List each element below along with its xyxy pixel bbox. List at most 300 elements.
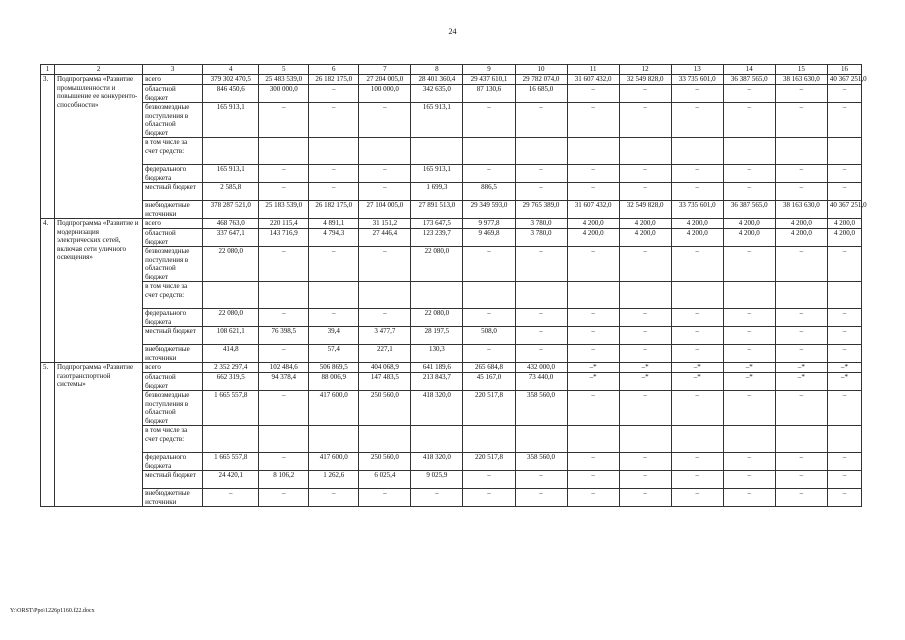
value-cell: 404 068,9 xyxy=(359,363,411,373)
value-cell: 886,5 xyxy=(463,183,515,201)
value-cell: 38 163 630,0 xyxy=(775,201,827,219)
value-cell: 1 262,6 xyxy=(309,471,359,489)
value-cell: – xyxy=(827,165,861,183)
table-row xyxy=(41,426,862,453)
value-cell: – xyxy=(619,103,671,138)
value-cell: – xyxy=(827,309,861,327)
value-cell: 22 080,0 xyxy=(411,309,463,327)
value-cell: – xyxy=(827,471,861,489)
value-cell: – xyxy=(671,453,723,471)
column-header: 11 xyxy=(567,65,619,75)
value-cell: 8 106,2 xyxy=(259,471,309,489)
funding-source-label: федерального бюджета xyxy=(143,453,203,471)
value-cell: 468 763,0 xyxy=(203,219,259,229)
value-cell: 508,0 xyxy=(463,327,515,345)
table-row xyxy=(41,103,862,138)
value-cell: 220 517,8 xyxy=(463,453,515,471)
value-cell: 39,4 xyxy=(309,327,359,345)
value-cell xyxy=(203,426,259,453)
value-cell xyxy=(463,138,515,165)
value-cell: – xyxy=(567,327,619,345)
value-cell xyxy=(775,138,827,165)
value-cell: 506 869,5 xyxy=(309,363,359,373)
value-cell: – xyxy=(463,489,515,507)
table-row xyxy=(41,85,862,103)
value-cell xyxy=(619,426,671,453)
value-cell: – xyxy=(775,85,827,103)
column-header: 2 xyxy=(55,65,143,75)
value-cell: 4 200,0 xyxy=(619,229,671,247)
value-cell: – xyxy=(309,183,359,201)
value-cell xyxy=(515,426,567,453)
value-cell: – xyxy=(359,183,411,201)
value-cell: 3 780,0 xyxy=(515,229,567,247)
value-cell: – xyxy=(359,103,411,138)
value-cell: 123 239,7 xyxy=(411,229,463,247)
value-cell: – xyxy=(723,453,775,471)
value-cell xyxy=(411,138,463,165)
value-cell: 36 387 565,0 xyxy=(723,75,775,85)
value-cell xyxy=(723,426,775,453)
funding-source-label: федерального бюджета xyxy=(143,165,203,183)
value-cell xyxy=(411,282,463,309)
value-cell: 4 200,0 xyxy=(827,229,861,247)
value-cell: 165 913,1 xyxy=(411,165,463,183)
value-cell: 417 600,0 xyxy=(309,453,359,471)
value-cell xyxy=(827,426,861,453)
value-cell: – xyxy=(671,103,723,138)
value-cell: – xyxy=(515,247,567,282)
column-header: 10 xyxy=(515,65,567,75)
value-cell: 250 560,0 xyxy=(359,391,411,426)
value-cell xyxy=(567,282,619,309)
value-cell: –* xyxy=(619,373,671,391)
value-cell: – xyxy=(567,309,619,327)
value-cell: – xyxy=(567,345,619,363)
value-cell: – xyxy=(671,345,723,363)
value-cell: 31 607 432,0 xyxy=(567,75,619,85)
value-cell: 33 735 601,0 xyxy=(671,75,723,85)
section-number: 3. xyxy=(41,75,55,219)
program-name: Подпрограмма «Развитие промышленности и повышение ее конкуренто-способности» xyxy=(55,75,143,219)
funding-source-label: безвозмездные поступления в областной бюджет xyxy=(143,103,203,138)
value-cell xyxy=(515,138,567,165)
value-cell xyxy=(463,282,515,309)
value-cell: – xyxy=(259,309,309,327)
value-cell: 40 367 251,0 xyxy=(827,75,861,85)
value-cell: – xyxy=(515,471,567,489)
value-cell: – xyxy=(827,247,861,282)
value-cell: 337 647,1 xyxy=(203,229,259,247)
table-row xyxy=(41,345,862,363)
value-cell: – xyxy=(309,489,359,507)
column-header: 7 xyxy=(359,65,411,75)
value-cell: 88 006,9 xyxy=(309,373,359,391)
value-cell xyxy=(259,426,309,453)
footer-path: Y:\ORST\Ppo\1226p1160.f22.docx xyxy=(10,608,95,614)
value-cell: – xyxy=(259,453,309,471)
value-cell: 220 517,8 xyxy=(463,391,515,426)
value-cell: 29 765 389,0 xyxy=(515,201,567,219)
value-cell: – xyxy=(775,103,827,138)
value-cell: 32 549 828,0 xyxy=(619,201,671,219)
value-cell: – xyxy=(671,247,723,282)
value-cell: 213 843,7 xyxy=(411,373,463,391)
value-cell: 300 000,0 xyxy=(259,85,309,103)
funding-source-label: областной бюджет xyxy=(143,85,203,103)
value-cell: 165 913,1 xyxy=(411,103,463,138)
value-cell: – xyxy=(359,165,411,183)
value-cell: 432 000,0 xyxy=(515,363,567,373)
value-cell: – xyxy=(827,489,861,507)
value-cell: 22 080,0 xyxy=(203,309,259,327)
funding-source-label: всего xyxy=(143,219,203,229)
value-cell: – xyxy=(259,345,309,363)
value-cell: – xyxy=(619,471,671,489)
funding-source-label: всего xyxy=(143,75,203,85)
value-cell: 4 200,0 xyxy=(671,229,723,247)
value-cell: – xyxy=(723,391,775,426)
value-cell: 38 163 630,0 xyxy=(775,75,827,85)
value-cell: 1 665 557,8 xyxy=(203,453,259,471)
value-cell: – xyxy=(259,183,309,201)
value-cell xyxy=(671,282,723,309)
table-row xyxy=(41,453,862,471)
table-row xyxy=(41,138,862,165)
program-name: Подпрограмма «Развитие газотранспортной системы» xyxy=(55,363,143,507)
value-cell: 26 182 175,0 xyxy=(309,75,359,85)
value-cell: 846 450,6 xyxy=(203,85,259,103)
value-cell: 3 477,7 xyxy=(359,327,411,345)
value-cell: – xyxy=(671,85,723,103)
value-cell xyxy=(359,282,411,309)
funding-source-label: областной бюджет xyxy=(143,373,203,391)
value-cell: – xyxy=(723,345,775,363)
table-row xyxy=(41,229,862,247)
value-cell: – xyxy=(463,309,515,327)
value-cell: 27 204 005,0 xyxy=(359,75,411,85)
value-cell: – xyxy=(827,85,861,103)
value-cell: 358 560,0 xyxy=(515,453,567,471)
value-cell: – xyxy=(567,85,619,103)
value-cell xyxy=(775,282,827,309)
value-cell: –* xyxy=(827,373,861,391)
value-cell: – xyxy=(827,183,861,201)
table-row xyxy=(41,327,862,345)
column-header: 1 xyxy=(41,65,55,75)
value-cell: 102 484,6 xyxy=(259,363,309,373)
value-cell: 147 483,5 xyxy=(359,373,411,391)
value-cell: 100 000,0 xyxy=(359,85,411,103)
value-cell: – xyxy=(463,247,515,282)
value-cell xyxy=(309,282,359,309)
value-cell: 1 699,3 xyxy=(411,183,463,201)
value-cell: – xyxy=(827,391,861,426)
value-cell: – xyxy=(619,327,671,345)
value-cell xyxy=(723,138,775,165)
value-cell: – xyxy=(723,165,775,183)
value-cell: – xyxy=(619,85,671,103)
value-cell: 25 483 539,0 xyxy=(259,75,309,85)
value-cell: 26 182 175,0 xyxy=(309,201,359,219)
table-row xyxy=(41,471,862,489)
funding-source-label: внебюджетные источники xyxy=(143,201,203,219)
value-cell: – xyxy=(723,85,775,103)
value-cell xyxy=(259,282,309,309)
funding-source-label: местный бюджет xyxy=(143,471,203,489)
value-cell: – xyxy=(567,471,619,489)
value-cell: – xyxy=(359,247,411,282)
value-cell: –* xyxy=(567,373,619,391)
funding-source-label: внебюджетные источники xyxy=(143,345,203,363)
column-header: 5 xyxy=(259,65,309,75)
funding-source-label: местный бюджет xyxy=(143,327,203,345)
column-header: 6 xyxy=(309,65,359,75)
value-cell: – xyxy=(671,165,723,183)
value-cell: 29 349 593,0 xyxy=(463,201,515,219)
value-cell xyxy=(567,138,619,165)
value-cell: 4 200,0 xyxy=(775,229,827,247)
value-cell: – xyxy=(359,489,411,507)
value-cell: 4 200,0 xyxy=(775,219,827,229)
value-cell xyxy=(567,426,619,453)
table-row xyxy=(41,165,862,183)
value-cell xyxy=(203,282,259,309)
value-cell: – xyxy=(619,247,671,282)
value-cell xyxy=(671,138,723,165)
value-cell: – xyxy=(567,103,619,138)
value-cell: – xyxy=(463,345,515,363)
value-cell: 9 025,9 xyxy=(411,471,463,489)
value-cell: 4 200,0 xyxy=(619,219,671,229)
value-cell: –* xyxy=(567,363,619,373)
value-cell xyxy=(259,138,309,165)
value-cell xyxy=(827,282,861,309)
value-cell: –* xyxy=(671,373,723,391)
value-cell: 73 440,0 xyxy=(515,373,567,391)
value-cell: 414,8 xyxy=(203,345,259,363)
column-header: 15 xyxy=(775,65,827,75)
funding-source-label: безвозмездные поступления в областной бюджет xyxy=(143,391,203,426)
value-cell: – xyxy=(671,471,723,489)
value-cell xyxy=(619,282,671,309)
header-row xyxy=(41,65,862,75)
value-cell: – xyxy=(567,165,619,183)
funding-source-label: в том числе за счет средств: xyxy=(143,282,203,309)
value-cell: 94 378,4 xyxy=(259,373,309,391)
value-cell: – xyxy=(723,471,775,489)
value-cell: – xyxy=(463,471,515,489)
funding-source-label: в том числе за счет средств: xyxy=(143,138,203,165)
value-cell: 165 913,1 xyxy=(203,103,259,138)
value-cell: – xyxy=(723,103,775,138)
value-cell xyxy=(309,138,359,165)
value-cell: – xyxy=(309,165,359,183)
value-cell: – xyxy=(309,247,359,282)
value-cell: 29 782 074,0 xyxy=(515,75,567,85)
value-cell: – xyxy=(619,309,671,327)
value-cell: 227,1 xyxy=(359,345,411,363)
value-cell: 108 621,1 xyxy=(203,327,259,345)
value-cell: 641 189,6 xyxy=(411,363,463,373)
value-cell: – xyxy=(619,453,671,471)
value-cell xyxy=(515,282,567,309)
value-cell: – xyxy=(723,489,775,507)
value-cell: – xyxy=(567,183,619,201)
value-cell: 662 319,5 xyxy=(203,373,259,391)
value-cell: 4 200,0 xyxy=(827,219,861,229)
value-cell: – xyxy=(259,391,309,426)
value-cell: 31 151,2 xyxy=(359,219,411,229)
value-cell xyxy=(671,426,723,453)
value-cell xyxy=(723,282,775,309)
value-cell xyxy=(775,426,827,453)
value-cell: – xyxy=(671,309,723,327)
value-cell: – xyxy=(203,489,259,507)
value-cell: 27 891 513,0 xyxy=(411,201,463,219)
value-cell: – xyxy=(411,489,463,507)
value-cell: – xyxy=(827,327,861,345)
value-cell: 342 635,0 xyxy=(411,85,463,103)
column-header: 14 xyxy=(723,65,775,75)
value-cell: 40 367 251,0 xyxy=(827,201,861,219)
value-cell: 165 913,1 xyxy=(203,165,259,183)
value-cell: 24 420,1 xyxy=(203,471,259,489)
value-cell: 379 302 470,5 xyxy=(203,75,259,85)
value-cell: 220 115,4 xyxy=(259,219,309,229)
value-cell: 27 446,4 xyxy=(359,229,411,247)
value-cell: 33 735 601,0 xyxy=(671,201,723,219)
table-row xyxy=(41,373,862,391)
table-row xyxy=(41,201,862,219)
value-cell: 25 183 539,0 xyxy=(259,201,309,219)
funding-source-label: безвозмездные поступления в областной бюджет xyxy=(143,247,203,282)
value-cell: 417 600,0 xyxy=(309,391,359,426)
value-cell: – xyxy=(827,103,861,138)
value-cell: – xyxy=(259,165,309,183)
value-cell: 87 130,6 xyxy=(463,85,515,103)
value-cell: – xyxy=(671,489,723,507)
table-row xyxy=(41,282,862,309)
value-cell: – xyxy=(515,165,567,183)
table-row xyxy=(41,391,862,426)
value-cell: 4 200,0 xyxy=(567,219,619,229)
table-row xyxy=(41,219,862,229)
value-cell: 173 647,5 xyxy=(411,219,463,229)
funding-source-label: всего xyxy=(143,363,203,373)
value-cell: –* xyxy=(775,373,827,391)
value-cell: 143 716,9 xyxy=(259,229,309,247)
value-cell: – xyxy=(723,327,775,345)
value-cell: – xyxy=(515,489,567,507)
value-cell: – xyxy=(619,183,671,201)
column-header: 12 xyxy=(619,65,671,75)
value-cell: –* xyxy=(671,363,723,373)
value-cell: – xyxy=(259,103,309,138)
value-cell: – xyxy=(515,103,567,138)
value-cell: 4 200,0 xyxy=(671,219,723,229)
value-cell: 4 200,0 xyxy=(567,229,619,247)
value-cell: 130,3 xyxy=(411,345,463,363)
value-cell: 27 104 005,0 xyxy=(359,201,411,219)
value-cell: 378 287 521,0 xyxy=(203,201,259,219)
value-cell xyxy=(619,138,671,165)
value-cell: – xyxy=(259,247,309,282)
funding-source-label: внебюджетные источники xyxy=(143,489,203,507)
funding-source-label: в том числе за счет средств: xyxy=(143,426,203,453)
value-cell: – xyxy=(775,247,827,282)
value-cell: – xyxy=(775,183,827,201)
value-cell: – xyxy=(671,391,723,426)
value-cell: – xyxy=(827,345,861,363)
value-cell: – xyxy=(775,471,827,489)
value-cell: 4 891,1 xyxy=(309,219,359,229)
table-row xyxy=(41,247,862,282)
funding-source-label: местный бюджет xyxy=(143,183,203,201)
value-cell: –* xyxy=(723,363,775,373)
value-cell: 9 469,8 xyxy=(463,229,515,247)
value-cell: – xyxy=(723,247,775,282)
value-cell: – xyxy=(515,345,567,363)
value-cell: – xyxy=(567,489,619,507)
value-cell: 4 794,3 xyxy=(309,229,359,247)
value-cell xyxy=(411,426,463,453)
table-row xyxy=(41,75,862,85)
page-number: 24 xyxy=(448,27,457,36)
value-cell: – xyxy=(619,489,671,507)
value-cell: 9 977,8 xyxy=(463,219,515,229)
value-cell: – xyxy=(567,453,619,471)
value-cell: – xyxy=(515,309,567,327)
value-cell: 265 684,8 xyxy=(463,363,515,373)
value-cell: 358 560,0 xyxy=(515,391,567,426)
value-cell: – xyxy=(463,103,515,138)
value-cell: 32 549 828,0 xyxy=(619,75,671,85)
value-cell: 4 200,0 xyxy=(723,219,775,229)
budget-table xyxy=(40,64,867,507)
value-cell: – xyxy=(619,165,671,183)
value-cell: 29 437 610,1 xyxy=(463,75,515,85)
funding-source-label: областной бюджет xyxy=(143,229,203,247)
value-cell: 4 200,0 xyxy=(723,229,775,247)
value-cell: – xyxy=(671,183,723,201)
value-cell xyxy=(463,426,515,453)
column-header: 3 xyxy=(143,65,203,75)
value-cell: 76 398,5 xyxy=(259,327,309,345)
value-cell: – xyxy=(619,345,671,363)
value-cell: –* xyxy=(619,363,671,373)
value-cell: 16 685,0 xyxy=(515,85,567,103)
value-cell: 2 352 297,4 xyxy=(203,363,259,373)
value-cell: – xyxy=(775,309,827,327)
value-cell xyxy=(203,138,259,165)
value-cell: 6 025,4 xyxy=(359,471,411,489)
value-cell: – xyxy=(463,165,515,183)
value-cell: 28 401 360,4 xyxy=(411,75,463,85)
table-body xyxy=(41,75,867,507)
section-number: 5. xyxy=(41,363,55,507)
value-cell: 36 387 565,0 xyxy=(723,201,775,219)
value-cell: – xyxy=(775,489,827,507)
value-cell: 45 167,0 xyxy=(463,373,515,391)
value-cell: 22 080,0 xyxy=(411,247,463,282)
value-cell: – xyxy=(775,345,827,363)
value-cell: –* xyxy=(775,363,827,373)
value-cell: –* xyxy=(723,373,775,391)
value-cell: – xyxy=(775,453,827,471)
value-cell: – xyxy=(671,327,723,345)
value-cell: 2 585,8 xyxy=(203,183,259,201)
